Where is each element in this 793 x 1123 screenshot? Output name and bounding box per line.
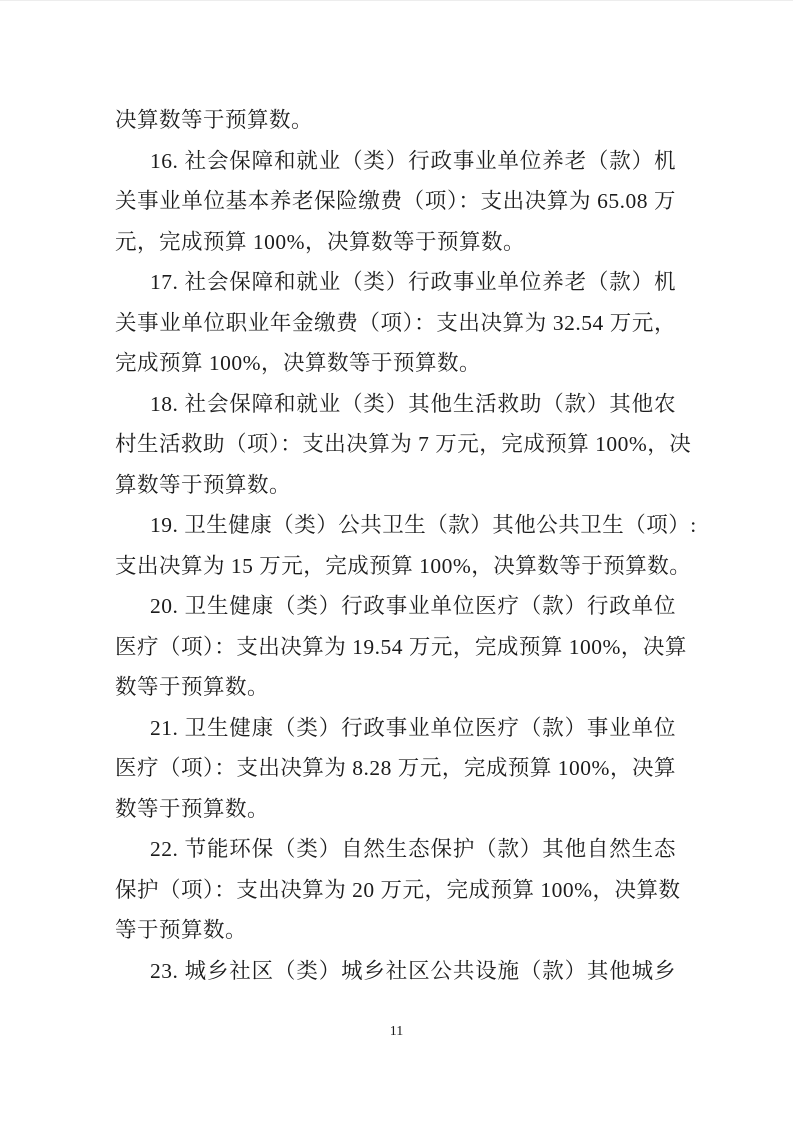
text-line: 21. 卫生健康（类）行政事业单位医疗（款）事业单位 [150,715,676,740]
text-line: 关事业单位职业年金缴费（项）：支出决算为 32.54 万元， [115,310,676,335]
paragraph-item-21 [115,708,676,830]
paragraph-item-16 [115,141,676,263]
paragraph-item-17 [115,262,676,384]
text-line: 等于预算数。 [115,918,248,942]
paragraph-item-23 [115,951,676,992]
text-line: 村生活救助（项）：支出决算为 7 万元，完成预算 100%，决 [115,432,692,456]
text-line: 医疗（项）：支出决算为 8.28 万元，完成预算 100%，决算 [115,756,676,780]
document-body [115,100,697,991]
paragraph-item-18 [115,384,692,506]
text-line: 数等于预算数。 [115,675,270,699]
text-line: 22. 节能环保（类）自然生态保护（款）其他自然生态 [150,837,676,861]
text-line: 17. 社会保障和就业（类）行政事业单位养老（款）机 [150,270,676,294]
text-line: 16. 社会保障和就业（类）行政事业单位养老（款）机 [150,148,676,173]
text-line: 保护（项）：支出决算为 20 万元，完成预算 100%，决算数 [115,877,681,902]
text-line: 23. 城乡社区（类）城乡社区公共设施（款）其他城乡 [150,958,676,983]
text-line: 关事业单位基本养老保险缴费（项）：支出决算为 65.08 万 [115,189,676,213]
text-line: 20. 卫生健康（类）行政事业单位医疗（款）行政单位 [150,594,676,618]
text-line: 算数等于预算数。 [115,472,292,497]
paragraph-continuation [115,100,676,141]
text-line: 医疗（项）：支出决算为 19.54 万元，完成预算 100%，决算 [115,634,687,659]
text-line: 19. 卫生健康（类）公共卫生（款）其他公共卫生（项）: [150,513,697,537]
text-line: 决算数等于预算数。 [115,108,314,132]
paragraph-item-19 [115,505,697,586]
text-line: 18. 社会保障和就业（类）其他生活救助（款）其他农 [150,391,676,416]
paragraph-item-20 [115,586,687,708]
text-line: 完成预算 100%，决算数等于预算数。 [115,351,482,375]
text-line: 支出决算为 15 万元，完成预算 100%，决算数等于预算数。 [115,553,692,578]
paragraph-item-22 [115,829,681,951]
text-line: 数等于预算数。 [115,796,270,821]
page-number: 11 [389,1024,404,1039]
text-line: 元，完成预算 100%，决算数等于预算数。 [115,229,526,254]
